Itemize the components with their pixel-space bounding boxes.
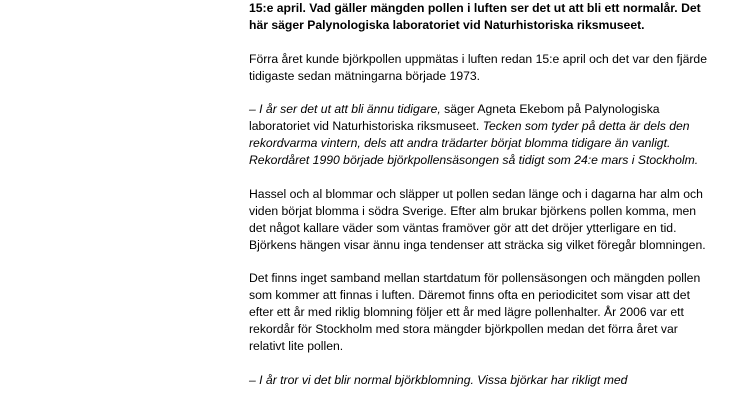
press-release-body xyxy=(249,0,709,406)
quote-attribution: säger Agneta Ekebom på Palynologiska laboratoriet vid Naturhistoriska riksmuseet. xyxy=(249,102,660,134)
paragraph-normal-flowering: – I år tror vi det blir normal björkblomning. Vissa björkar har rikligt med xyxy=(249,372,628,387)
quote-this-year: – I år ser det ut att bli ännu tidigare, xyxy=(249,102,441,117)
paragraph-last-year: Förra året kunde björkpollen uppmätas i luften redan 15:e april och det var den fjärde tidigaste sedan mätningarna började 1973. xyxy=(249,51,707,83)
quote-signs: Tecken som tyder på detta är dels den rekordvarma vintern, dels att andra trädarter börjat blomma tidigare än vanligt. Rekordåret 1990 började björkpollensäsongen så tidigt som 24:e mars i Stockholm. xyxy=(249,119,699,168)
paragraph-quote-ekebom xyxy=(249,101,709,169)
paragraph-hazel-alder: Hassel och al blommar och släpper ut pollen sedan länge och i dagarna har alm och viden börjat blomma i södra Sverige. Efter alm brukar björkens pollen komma, men det något kallare väder som väntas framöver gör att det dröjer ytterligare en tid. Björkens hängen visar ännu inga tendenser att sträcka sig vilket föregår blomningen. xyxy=(249,186,706,252)
paragraph-periodicity: Det finns inget samband mellan startdatum för pollensäsongen och mängden pollen som kommer att finnas i luften. Däremot finns ofta en periodicitet som visar att det efter ett år med riklig blomning följer ett år med lägre pollenhalter. År 2006 var ett rekordår för Stockholm med stora mängder björkpollen medan det förra året var relativt lite pollen. xyxy=(249,271,701,354)
lead-paragraph: 15:e april. Vad gäller mängden pollen i luften ser det ut att bli ett normalår. Det här säger Palynologiska laboratoriet vid Naturhistoriska riksmuseet. xyxy=(249,1,701,32)
